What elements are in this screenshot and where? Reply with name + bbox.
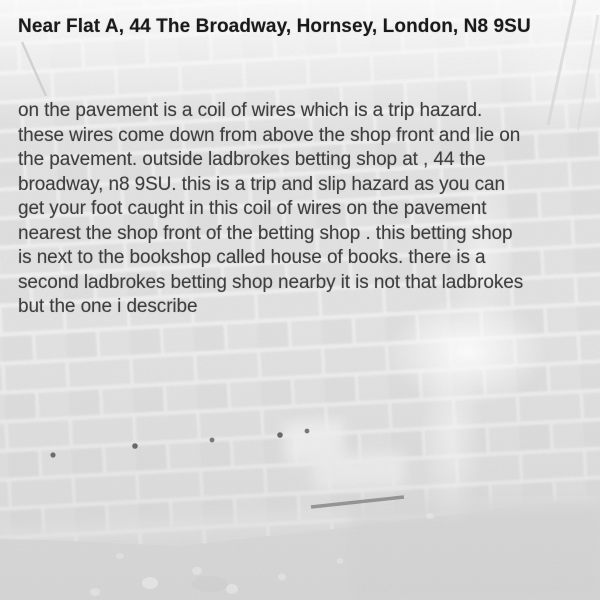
- description-line-2: these wires come down from above the shop front and lie on: [18, 124, 521, 146]
- report-description: [18, 99, 592, 320]
- description-line-7: is next to the bookshop called house of books. there is a: [18, 247, 486, 268]
- report-address-title: Near Flat A, 44 The Broadway, Hornsey, London, N8 9SU: [18, 16, 531, 37]
- description-line-1: on the pavement is a coil of wires which is a trip hazard.: [18, 100, 483, 121]
- description-line-9: but the one i describe: [18, 296, 198, 317]
- description-line-8: second ladbrokes betting shop nearby it is not that ladbrokes: [18, 271, 524, 293]
- description-line-5: get your foot caught in this coil of wires on the pavement: [18, 198, 487, 219]
- description-line-4: broadway, n8 9SU. this is a trip and slip hazard as you can: [18, 173, 505, 195]
- description-line-6: nearest the shop front of the betting shop . this betting shop: [18, 222, 513, 244]
- description-line-3: the pavement. outside ladbrokes betting shop at , 44 the: [18, 149, 486, 170]
